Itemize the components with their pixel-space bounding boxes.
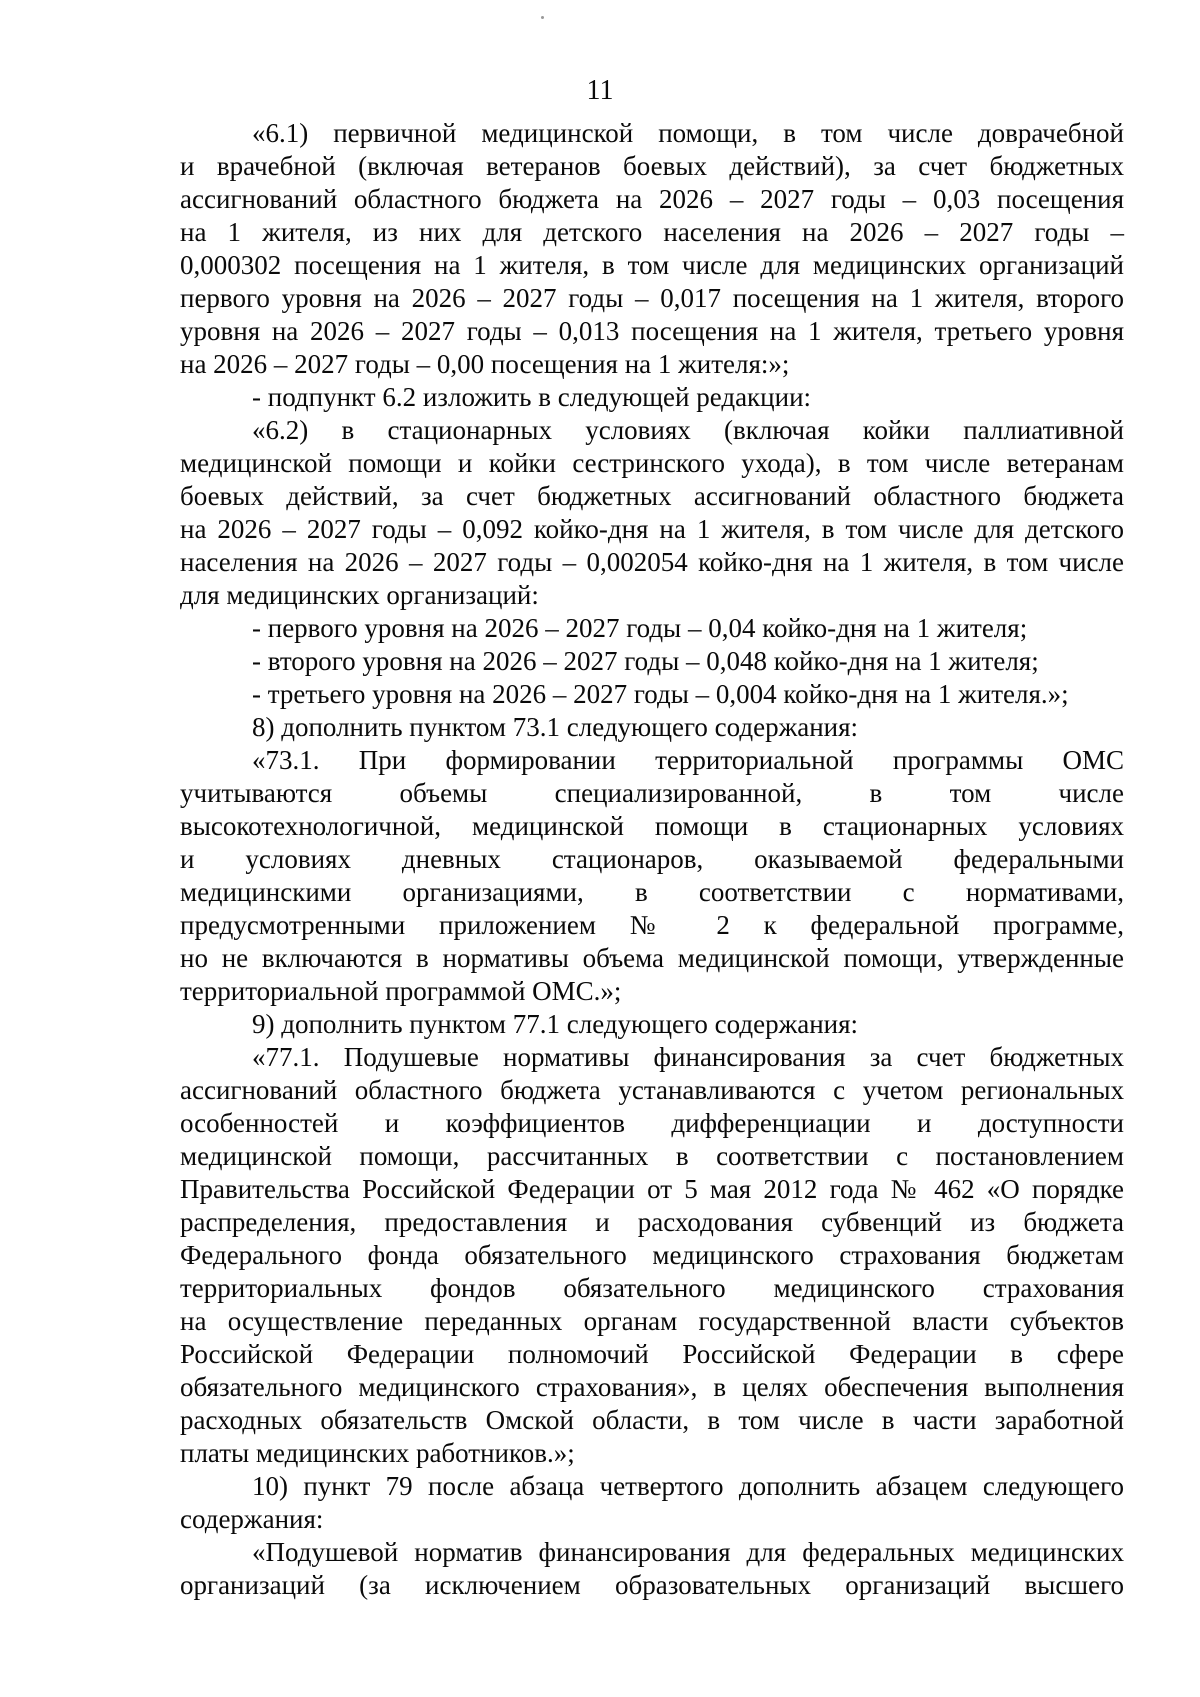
text-line: - второго уровня на 2026 – 2027 годы – 0,048 койко-дня на 1 жителя; [252,646,1039,676]
text-line: учитываются объемы специализированной, в том числе [180,778,1124,808]
text-line: организаций (за исключением образовательных организаций высшего [180,1570,1124,1600]
text-line: территориальных фондов обязательного медицинского страхования [180,1273,1124,1303]
text-line: платы медицинских работников.»; [180,1438,575,1468]
text-line: первого уровня на 2026 – 2027 годы – 0,017 посещения на 1 жителя, второго [180,283,1124,313]
text-line: «Подушевой норматив финансирования для федеральных медицинских [252,1537,1124,1567]
text-line: 0,000302 посещения на 1 жителя, в том числе для медицинских организаций [180,250,1124,280]
text-line: для медицинских организаций: [180,580,539,610]
text-line: обязательного медицинского страхования», в целях обеспечения выполнения [180,1372,1124,1402]
text-line: 10) пункт 79 после абзаца четвертого дополнить абзацем следующего [252,1471,1124,1501]
text-line: «6.1) первичной медицинской помощи, в том числе доврачебной [252,118,1124,148]
text-line: Правительства Российской Федерации от 5 мая 2012 года № 462 «О порядке [180,1174,1124,1204]
text-line: медицинской помощи, рассчитанных в соответствии с постановлением [180,1141,1124,1171]
text-line: высокотехнологичной, медицинской помощи в стационарных условиях [180,811,1124,841]
text-line: на осуществление переданных органам государственной власти субъектов [180,1306,1124,1336]
text-line: «77.1. Подушевые нормативы финансирования за счет бюджетных [252,1042,1124,1072]
text-line: на 2026 – 2027 годы – 0,00 посещения на 1 жителя:»; [180,349,790,379]
text-line: и врачебной (включая ветеранов боевых действий), за счет бюджетных [180,151,1124,181]
text-line: особенностей и коэффициентов дифференциации и доступности [180,1108,1124,1138]
text-line: на 2026 – 2027 годы – 0,092 койко-дня на 1 жителя, в том числе для детского [180,514,1124,544]
text-line: медицинскими организациями, в соответствии с нормативами, [180,877,1124,907]
text-line: 9) дополнить пунктом 77.1 следующего содержания: [252,1009,859,1039]
text-line: содержания: [180,1504,324,1534]
text-line: - третьего уровня на 2026 – 2027 годы – 0,004 койко-дня на 1 жителя.»; [252,679,1069,709]
text-line: распределения, предоставления и расходования субвенций из бюджета [180,1207,1124,1237]
text-line: уровня на 2026 – 2027 годы – 0,013 посещения на 1 жителя, третьего уровня [180,316,1124,346]
text-line: - подпункт 6.2 изложить в следующей редакции: [252,382,812,412]
text-line: но не включаются в нормативы объема медицинской помощи, утвержденные [180,943,1124,973]
text-line: «6.2) в стационарных условиях (включая койки паллиативной [252,415,1124,445]
text-line: ассигнований областного бюджета на 2026 – 2027 годы – 0,03 посещения [180,184,1124,214]
text-line: территориальной программой ОМС.»; [180,976,622,1006]
text-line: и условиях дневных стационаров, оказываемой федеральными [180,844,1124,874]
text-line: - первого уровня на 2026 – 2027 годы – 0,04 койко-дня на 1 жителя; [252,613,1028,643]
text-line: 8) дополнить пунктом 73.1 следующего содержания: [252,712,859,742]
text-line: ассигнований областного бюджета устанавливаются с учетом региональных [180,1075,1124,1105]
text-line: населения на 2026 – 2027 годы – 0,002054 койко-дня на 1 жителя, в том числе [180,547,1124,577]
text-line: медицинской помощи и койки сестринского ухода), в том числе ветеранам [180,448,1124,478]
text-line: боевых действий, за счет бюджетных ассигнований областного бюджета [180,481,1124,511]
text-line: предусмотренными приложением № 2 к федеральной программе, [180,910,1124,940]
scan-dot [541,16,544,19]
text-line: на 1 жителя, из них для детского населения на 2026 – 2027 годы – [180,217,1124,247]
text-line: Федерального фонда обязательного медицинского страхования бюджетам [180,1240,1124,1270]
text-line: Российской Федерации полномочий Российской Федерации в сфере [180,1339,1124,1369]
text-line: расходных обязательств Омской области, в том числе в части заработной [180,1405,1124,1435]
text-line: «73.1. При формировании территориальной программы ОМС [252,745,1124,775]
page-number: 11 [586,75,614,106]
